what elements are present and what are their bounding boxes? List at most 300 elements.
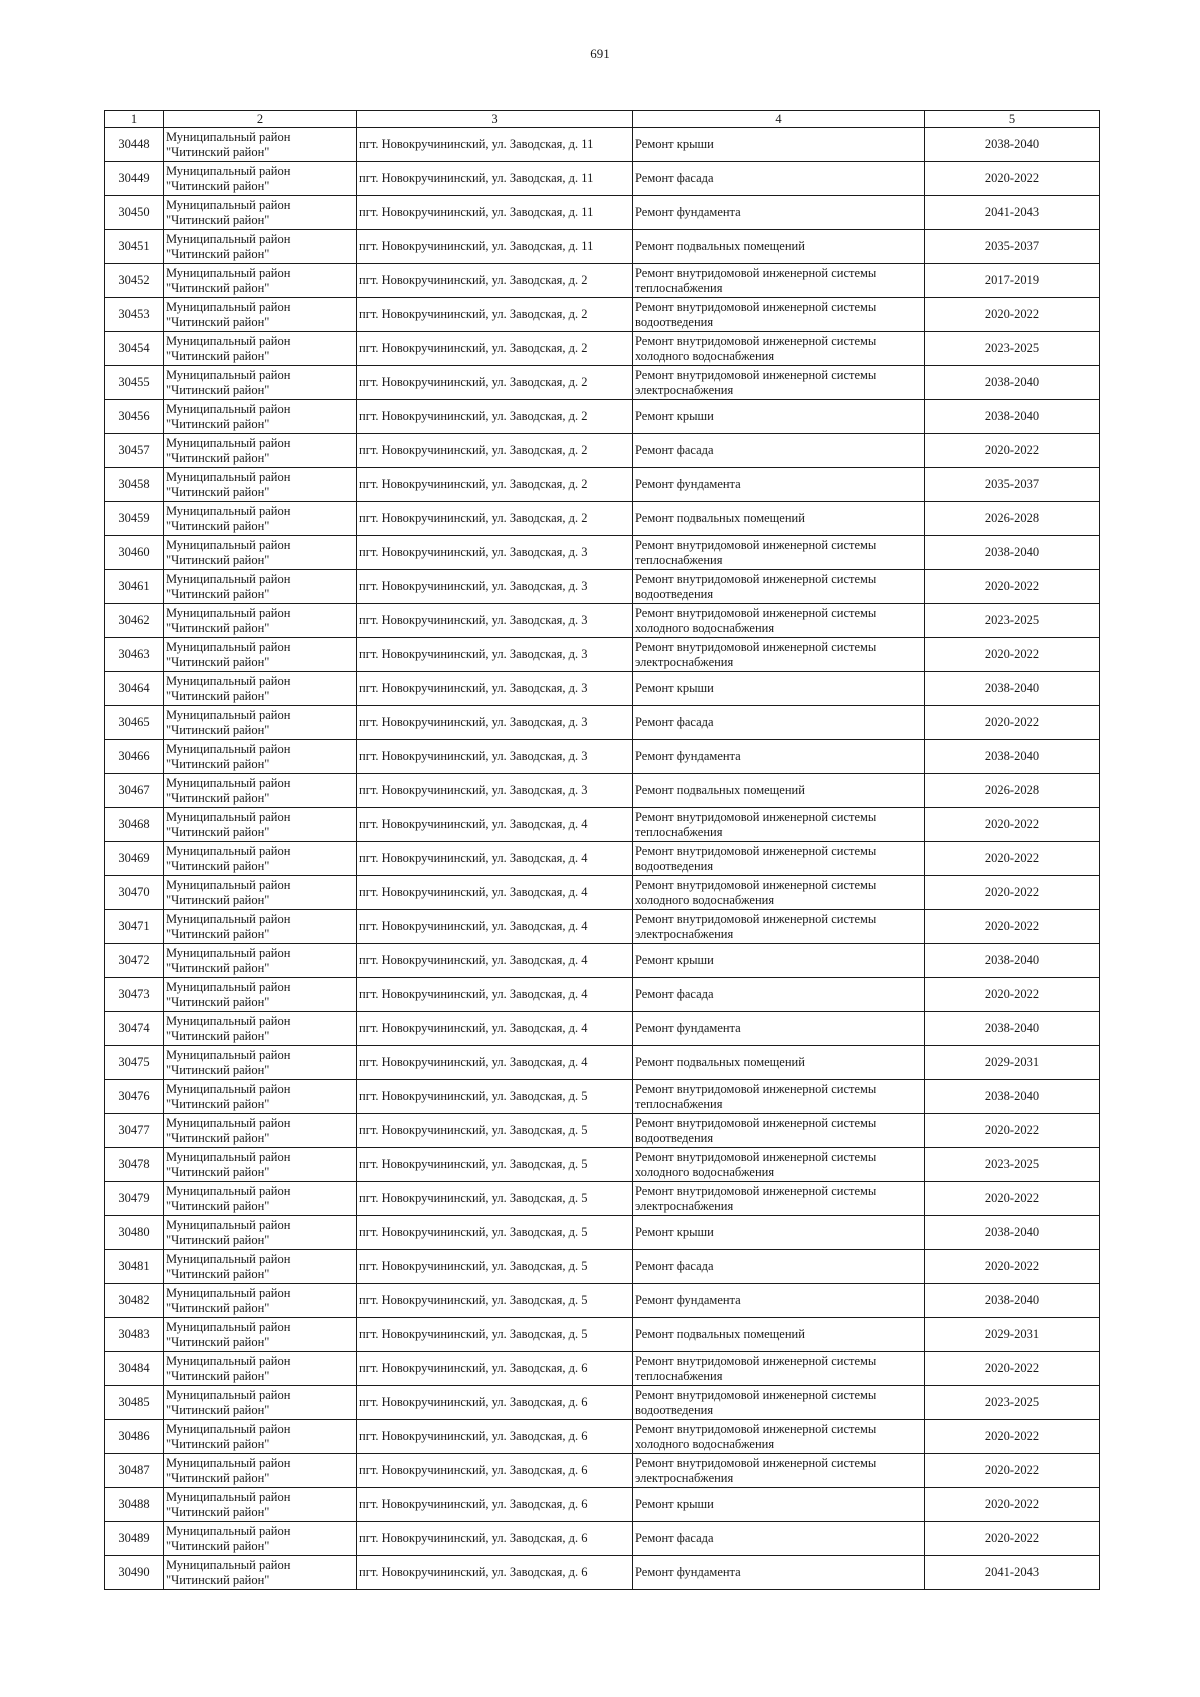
address-cell: пгт. Новокручининский, ул. Заводская, д. 2 <box>357 366 633 400</box>
municipality-line: Муниципальный район <box>166 673 291 688</box>
table-row <box>105 978 1100 1012</box>
column-header: 2 <box>164 111 357 128</box>
row-number: 30486 <box>105 1420 164 1454</box>
period-cell: 2020-2022 <box>925 842 1100 876</box>
municipality-line: Муниципальный район <box>166 197 291 212</box>
column-header: 4 <box>633 111 925 128</box>
address-cell: пгт. Новокручининский, ул. Заводская, д. 5 <box>357 1182 633 1216</box>
table-row <box>105 706 1100 740</box>
work-type-cell <box>633 808 925 842</box>
work-type-line: Ремонт внутридомовой инженерной системы <box>635 537 877 552</box>
period-cell: 2020-2022 <box>925 162 1100 196</box>
work-type-line: Ремонт фундамента <box>635 749 741 763</box>
work-type-line: Ремонт внутридомовой инженерной системы <box>635 367 877 382</box>
municipality-line: Муниципальный район <box>166 1285 291 1300</box>
row-number: 30459 <box>105 502 164 536</box>
period-cell: 2020-2022 <box>925 434 1100 468</box>
work-type-line: Ремонт внутридомовой инженерной системы <box>635 299 877 314</box>
address-cell: пгт. Новокручининский, ул. Заводская, д. 5 <box>357 1080 633 1114</box>
work-type-cell <box>633 638 925 672</box>
work-type-line: Ремонт внутридомовой инженерной системы <box>635 809 877 824</box>
municipality-line: "Читинский район" <box>166 178 270 193</box>
municipality-line: Муниципальный район <box>166 775 291 790</box>
table-row <box>105 842 1100 876</box>
municipality-line: Муниципальный район <box>166 741 291 756</box>
table-row <box>105 570 1100 604</box>
municipality-line: "Читинский район" <box>166 348 270 363</box>
work-type-cell <box>633 1284 925 1318</box>
municipality-line: "Читинский район" <box>166 416 270 431</box>
municipality-line: "Читинский район" <box>166 450 270 465</box>
row-number: 30478 <box>105 1148 164 1182</box>
address-cell: пгт. Новокручининский, ул. Заводская, д. 6 <box>357 1386 633 1420</box>
work-type-line: холодного водоснабжения <box>635 1164 775 1179</box>
municipality-line: "Читинский район" <box>166 1028 270 1043</box>
municipality-line: "Читинский район" <box>166 1096 270 1111</box>
municipality-line: "Читинский район" <box>166 518 270 533</box>
work-type-cell <box>633 196 925 230</box>
address-cell: пгт. Новокручининский, ул. Заводская, д. 4 <box>357 1046 633 1080</box>
row-number: 30456 <box>105 400 164 434</box>
municipality-line: "Читинский район" <box>166 586 270 601</box>
municipality-cell <box>164 1114 357 1148</box>
period-cell: 2020-2022 <box>925 1488 1100 1522</box>
municipality-cell <box>164 1352 357 1386</box>
work-type-line: Ремонт подвальных помещений <box>635 783 805 797</box>
work-type-cell <box>633 1148 925 1182</box>
municipality-line: Муниципальный район <box>166 1149 291 1164</box>
municipality-cell <box>164 264 357 298</box>
municipality-line: "Читинский район" <box>166 1062 270 1077</box>
address-cell: пгт. Новокручининский, ул. Заводская, д. 2 <box>357 468 633 502</box>
municipality-line: Муниципальный район <box>166 231 291 246</box>
work-type-cell <box>633 1522 925 1556</box>
municipality-line: Муниципальный район <box>166 1217 291 1232</box>
municipality-cell <box>164 434 357 468</box>
period-cell: 2029-2031 <box>925 1318 1100 1352</box>
column-number-row <box>105 111 1100 128</box>
municipality-cell <box>164 638 357 672</box>
municipality-line: "Читинский район" <box>166 144 270 159</box>
work-type-line: Ремонт фасада <box>635 171 714 185</box>
row-number: 30449 <box>105 162 164 196</box>
row-number: 30477 <box>105 1114 164 1148</box>
work-type-line: теплоснабжения <box>635 1096 723 1111</box>
municipality-cell <box>164 230 357 264</box>
address-cell: пгт. Новокручининский, ул. Заводская, д. 5 <box>357 1216 633 1250</box>
row-number: 30451 <box>105 230 164 264</box>
row-number: 30462 <box>105 604 164 638</box>
period-cell: 2038-2040 <box>925 740 1100 774</box>
table-row <box>105 1012 1100 1046</box>
municipality-cell <box>164 910 357 944</box>
address-cell: пгт. Новокручининский, ул. Заводская, д. 3 <box>357 740 633 774</box>
work-type-line: Ремонт внутридомовой инженерной системы <box>635 639 877 654</box>
work-type-cell <box>633 400 925 434</box>
row-number: 30461 <box>105 570 164 604</box>
municipality-line: "Читинский район" <box>166 246 270 261</box>
table-row <box>105 230 1100 264</box>
work-type-line: холодного водоснабжения <box>635 1436 775 1451</box>
period-cell: 2038-2040 <box>925 400 1100 434</box>
work-type-line: Ремонт подвальных помещений <box>635 511 805 525</box>
municipality-cell <box>164 298 357 332</box>
period-cell: 2020-2022 <box>925 706 1100 740</box>
work-type-line: Ремонт внутридомовой инженерной системы <box>635 333 877 348</box>
address-cell: пгт. Новокручининский, ул. Заводская, д. 3 <box>357 536 633 570</box>
work-type-line: Ремонт внутридомовой инженерной системы <box>635 877 877 892</box>
work-type-line: Ремонт внутридомовой инженерной системы <box>635 605 877 620</box>
municipality-cell <box>164 1556 357 1590</box>
address-cell: пгт. Новокручининский, ул. Заводская, д. 6 <box>357 1454 633 1488</box>
table-row <box>105 1556 1100 1590</box>
municipality-cell <box>164 672 357 706</box>
work-type-line: Ремонт внутридомовой инженерной системы <box>635 1421 877 1436</box>
address-cell: пгт. Новокручининский, ул. Заводская, д. 2 <box>357 434 633 468</box>
municipality-line: "Читинский район" <box>166 654 270 669</box>
work-type-line: Ремонт внутридомовой инженерной системы <box>635 265 877 280</box>
row-number: 30488 <box>105 1488 164 1522</box>
work-type-line: электроснабжения <box>635 1470 734 1485</box>
repair-schedule-table <box>104 110 1100 1590</box>
period-cell: 2020-2022 <box>925 638 1100 672</box>
period-cell: 2020-2022 <box>925 808 1100 842</box>
municipality-line: Муниципальный район <box>166 163 291 178</box>
municipality-cell <box>164 706 357 740</box>
municipality-line: "Читинский район" <box>166 790 270 805</box>
table-row <box>105 808 1100 842</box>
work-type-line: водоотведения <box>635 1130 714 1145</box>
address-cell: пгт. Новокручининский, ул. Заводская, д. 5 <box>357 1318 633 1352</box>
table-row <box>105 502 1100 536</box>
municipality-line: Муниципальный район <box>166 911 291 926</box>
row-number: 30483 <box>105 1318 164 1352</box>
municipality-line: "Читинский район" <box>166 1300 270 1315</box>
municipality-line: "Читинский район" <box>166 1266 270 1281</box>
row-number: 30450 <box>105 196 164 230</box>
municipality-line: "Читинский район" <box>166 688 270 703</box>
municipality-line: "Читинский район" <box>166 960 270 975</box>
row-number: 30482 <box>105 1284 164 1318</box>
municipality-line: Муниципальный район <box>166 979 291 994</box>
period-cell: 2038-2040 <box>925 366 1100 400</box>
row-number: 30466 <box>105 740 164 774</box>
table-row <box>105 1080 1100 1114</box>
row-number: 30479 <box>105 1182 164 1216</box>
period-cell: 2020-2022 <box>925 298 1100 332</box>
work-type-line: Ремонт внутридомовой инженерной системы <box>635 1081 877 1096</box>
address-cell: пгт. Новокручининский, ул. Заводская, д. 3 <box>357 672 633 706</box>
work-type-line: Ремонт внутридомовой инженерной системы <box>635 911 877 926</box>
municipality-line: Муниципальный район <box>166 1319 291 1334</box>
municipality-line: "Читинский район" <box>166 1436 270 1451</box>
period-cell: 2020-2022 <box>925 1114 1100 1148</box>
period-cell: 2038-2040 <box>925 1284 1100 1318</box>
municipality-line: Муниципальный район <box>166 1557 291 1572</box>
table-row <box>105 434 1100 468</box>
address-cell: пгт. Новокручининский, ул. Заводская, д. 4 <box>357 1012 633 1046</box>
work-type-line: Ремонт фасада <box>635 987 714 1001</box>
municipality-cell <box>164 468 357 502</box>
work-type-cell <box>633 604 925 638</box>
row-number: 30473 <box>105 978 164 1012</box>
table-row <box>105 332 1100 366</box>
table-row <box>105 298 1100 332</box>
address-cell: пгт. Новокручининский, ул. Заводская, д. 4 <box>357 944 633 978</box>
row-number: 30485 <box>105 1386 164 1420</box>
work-type-line: Ремонт фасада <box>635 443 714 457</box>
municipality-line: Муниципальный район <box>166 1115 291 1130</box>
municipality-cell <box>164 366 357 400</box>
municipality-line: Муниципальный район <box>166 1081 291 1096</box>
address-cell: пгт. Новокручининский, ул. Заводская, д. 11 <box>357 230 633 264</box>
municipality-line: "Читинский район" <box>166 212 270 227</box>
address-cell: пгт. Новокручининский, ул. Заводская, д. 6 <box>357 1522 633 1556</box>
row-number: 30471 <box>105 910 164 944</box>
table-row <box>105 536 1100 570</box>
municipality-line: Муниципальный район <box>166 639 291 654</box>
row-number: 30448 <box>105 128 164 162</box>
table-row <box>105 1284 1100 1318</box>
work-type-cell <box>633 1556 925 1590</box>
work-type-cell <box>633 1386 925 1420</box>
municipality-line: "Читинский район" <box>166 722 270 737</box>
work-type-line: электроснабжения <box>635 1198 734 1213</box>
work-type-line: Ремонт фундамента <box>635 1565 741 1579</box>
table-row <box>105 910 1100 944</box>
table-row <box>105 1454 1100 1488</box>
address-cell: пгт. Новокручининский, ул. Заводская, д. 4 <box>357 910 633 944</box>
work-type-line: Ремонт подвальных помещений <box>635 1055 805 1069</box>
work-type-line: Ремонт крыши <box>635 1225 714 1239</box>
work-type-cell <box>633 298 925 332</box>
table-row <box>105 604 1100 638</box>
municipality-line: Муниципальный район <box>166 401 291 416</box>
row-number: 30484 <box>105 1352 164 1386</box>
period-cell: 2020-2022 <box>925 876 1100 910</box>
row-number: 30481 <box>105 1250 164 1284</box>
municipality-cell <box>164 162 357 196</box>
work-type-cell <box>633 162 925 196</box>
municipality-cell <box>164 1046 357 1080</box>
period-cell: 2020-2022 <box>925 910 1100 944</box>
municipality-line: "Читинский район" <box>166 1368 270 1383</box>
row-number: 30464 <box>105 672 164 706</box>
table-row <box>105 1420 1100 1454</box>
municipality-cell <box>164 944 357 978</box>
table-row <box>105 1114 1100 1148</box>
municipality-line: "Читинский район" <box>166 1164 270 1179</box>
table-row <box>105 1522 1100 1556</box>
work-type-line: теплоснабжения <box>635 824 723 839</box>
municipality-line: "Читинский район" <box>166 484 270 499</box>
period-cell: 2038-2040 <box>925 1080 1100 1114</box>
row-number: 30463 <box>105 638 164 672</box>
period-cell: 2038-2040 <box>925 1012 1100 1046</box>
address-cell: пгт. Новокручининский, ул. Заводская, д. 11 <box>357 196 633 230</box>
work-type-cell <box>633 944 925 978</box>
municipality-line: Муниципальный район <box>166 469 291 484</box>
address-cell: пгт. Новокручининский, ул. Заводская, д. 3 <box>357 570 633 604</box>
municipality-cell <box>164 1080 357 1114</box>
municipality-line: Муниципальный район <box>166 129 291 144</box>
work-type-line: Ремонт фундамента <box>635 1293 741 1307</box>
period-cell: 2020-2022 <box>925 1522 1100 1556</box>
municipality-line: Муниципальный район <box>166 1183 291 1198</box>
work-type-cell <box>633 1250 925 1284</box>
period-cell: 2026-2028 <box>925 774 1100 808</box>
table-row <box>105 1318 1100 1352</box>
work-type-cell <box>633 1420 925 1454</box>
municipality-line: "Читинский район" <box>166 1470 270 1485</box>
municipality-cell <box>164 128 357 162</box>
work-type-cell <box>633 876 925 910</box>
municipality-line: "Читинский район" <box>166 382 270 397</box>
municipality-line: Муниципальный район <box>166 1489 291 1504</box>
period-cell: 2029-2031 <box>925 1046 1100 1080</box>
municipality-line: Муниципальный район <box>166 843 291 858</box>
municipality-line: "Читинский район" <box>166 994 270 1009</box>
municipality-cell <box>164 332 357 366</box>
municipality-line: Муниципальный район <box>166 503 291 518</box>
work-type-line: холодного водоснабжения <box>635 892 775 907</box>
period-cell: 2035-2037 <box>925 230 1100 264</box>
work-type-cell <box>633 1318 925 1352</box>
municipality-line: Муниципальный район <box>166 1251 291 1266</box>
table-row <box>105 638 1100 672</box>
municipality-line: Муниципальный район <box>166 299 291 314</box>
period-cell: 2020-2022 <box>925 1420 1100 1454</box>
work-type-cell <box>633 1454 925 1488</box>
table-row <box>105 1488 1100 1522</box>
work-type-cell <box>633 740 925 774</box>
row-number: 30475 <box>105 1046 164 1080</box>
municipality-cell <box>164 1284 357 1318</box>
municipality-cell <box>164 1012 357 1046</box>
work-type-line: Ремонт фасада <box>635 1531 714 1545</box>
work-type-cell <box>633 774 925 808</box>
address-cell: пгт. Новокручининский, ул. Заводская, д. 6 <box>357 1420 633 1454</box>
municipality-cell <box>164 570 357 604</box>
table-row <box>105 400 1100 434</box>
address-cell: пгт. Новокручининский, ул. Заводская, д. 2 <box>357 400 633 434</box>
column-header: 5 <box>925 111 1100 128</box>
work-type-line: Ремонт внутридомовой инженерной системы <box>635 843 877 858</box>
work-type-line: теплоснабжения <box>635 280 723 295</box>
period-cell: 2038-2040 <box>925 944 1100 978</box>
work-type-line: Ремонт крыши <box>635 409 714 423</box>
table-row <box>105 162 1100 196</box>
work-type-cell <box>633 1182 925 1216</box>
municipality-line: "Читинский район" <box>166 1572 270 1587</box>
column-header: 1 <box>105 111 164 128</box>
address-cell: пгт. Новокручининский, ул. Заводская, д. 5 <box>357 1284 633 1318</box>
municipality-line: Муниципальный район <box>166 571 291 586</box>
municipality-line: Муниципальный район <box>166 945 291 960</box>
municipality-line: "Читинский район" <box>166 620 270 635</box>
period-cell: 2038-2040 <box>925 672 1100 706</box>
period-cell: 2041-2043 <box>925 196 1100 230</box>
municipality-line: "Читинский район" <box>166 892 270 907</box>
municipality-line: Муниципальный район <box>166 877 291 892</box>
work-type-cell <box>633 502 925 536</box>
municipality-cell <box>164 1488 357 1522</box>
municipality-line: Муниципальный район <box>166 265 291 280</box>
address-cell: пгт. Новокручининский, ул. Заводская, д. 3 <box>357 774 633 808</box>
work-type-line: Ремонт крыши <box>635 681 714 695</box>
table-row <box>105 1046 1100 1080</box>
municipality-line: "Читинский район" <box>166 926 270 941</box>
address-cell: пгт. Новокручининский, ул. Заводская, д. 3 <box>357 638 633 672</box>
work-type-line: электроснабжения <box>635 654 734 669</box>
address-cell: пгт. Новокручининский, ул. Заводская, д. 2 <box>357 298 633 332</box>
work-type-cell <box>633 230 925 264</box>
work-type-cell <box>633 536 925 570</box>
address-cell: пгт. Новокручининский, ул. Заводская, д. 4 <box>357 842 633 876</box>
municipality-cell <box>164 1522 357 1556</box>
municipality-line: "Читинский район" <box>166 824 270 839</box>
work-type-line: водоотведения <box>635 858 714 873</box>
row-number: 30489 <box>105 1522 164 1556</box>
work-type-line: Ремонт фундамента <box>635 1021 741 1035</box>
municipality-line: Муниципальный район <box>166 1013 291 1028</box>
municipality-cell <box>164 1318 357 1352</box>
row-number: 30465 <box>105 706 164 740</box>
municipality-cell <box>164 876 357 910</box>
column-header: 3 <box>357 111 633 128</box>
work-type-cell <box>633 332 925 366</box>
table-row <box>105 774 1100 808</box>
municipality-cell <box>164 502 357 536</box>
address-cell: пгт. Новокручининский, ул. Заводская, д. 4 <box>357 808 633 842</box>
work-type-cell <box>633 978 925 1012</box>
row-number: 30453 <box>105 298 164 332</box>
work-type-line: Ремонт фасада <box>635 1259 714 1273</box>
municipality-line: Муниципальный район <box>166 605 291 620</box>
work-type-line: Ремонт фундамента <box>635 205 741 219</box>
address-cell: пгт. Новокручининский, ул. Заводская, д. 2 <box>357 332 633 366</box>
row-number: 30455 <box>105 366 164 400</box>
municipality-cell <box>164 740 357 774</box>
work-type-line: электроснабжения <box>635 926 734 941</box>
address-cell: пгт. Новокручининский, ул. Заводская, д. 5 <box>357 1148 633 1182</box>
period-cell: 2038-2040 <box>925 1216 1100 1250</box>
work-type-cell <box>633 1488 925 1522</box>
address-cell: пгт. Новокручининский, ул. Заводская, д. 5 <box>357 1114 633 1148</box>
period-cell: 2020-2022 <box>925 1454 1100 1488</box>
work-type-line: Ремонт подвальных помещений <box>635 1327 805 1341</box>
work-type-line: водоотведения <box>635 1402 714 1417</box>
municipality-line: "Читинский район" <box>166 1334 270 1349</box>
address-cell: пгт. Новокручининский, ул. Заводская, д. 6 <box>357 1488 633 1522</box>
work-type-line: холодного водоснабжения <box>635 348 775 363</box>
work-type-line: водоотведения <box>635 586 714 601</box>
municipality-line: "Читинский район" <box>166 756 270 771</box>
municipality-line: Муниципальный район <box>166 367 291 382</box>
address-cell: пгт. Новокручининский, ул. Заводская, д. 2 <box>357 264 633 298</box>
municipality-cell <box>164 842 357 876</box>
work-type-line: Ремонт внутридомовой инженерной системы <box>635 1455 877 1470</box>
row-number: 30487 <box>105 1454 164 1488</box>
municipality-line: "Читинский район" <box>166 1130 270 1145</box>
municipality-line: "Читинский район" <box>166 1538 270 1553</box>
municipality-cell <box>164 1454 357 1488</box>
municipality-line: "Читинский район" <box>166 552 270 567</box>
table-row <box>105 468 1100 502</box>
municipality-line: Муниципальный район <box>166 1421 291 1436</box>
municipality-line: Муниципальный район <box>166 1523 291 1538</box>
municipality-cell <box>164 1182 357 1216</box>
